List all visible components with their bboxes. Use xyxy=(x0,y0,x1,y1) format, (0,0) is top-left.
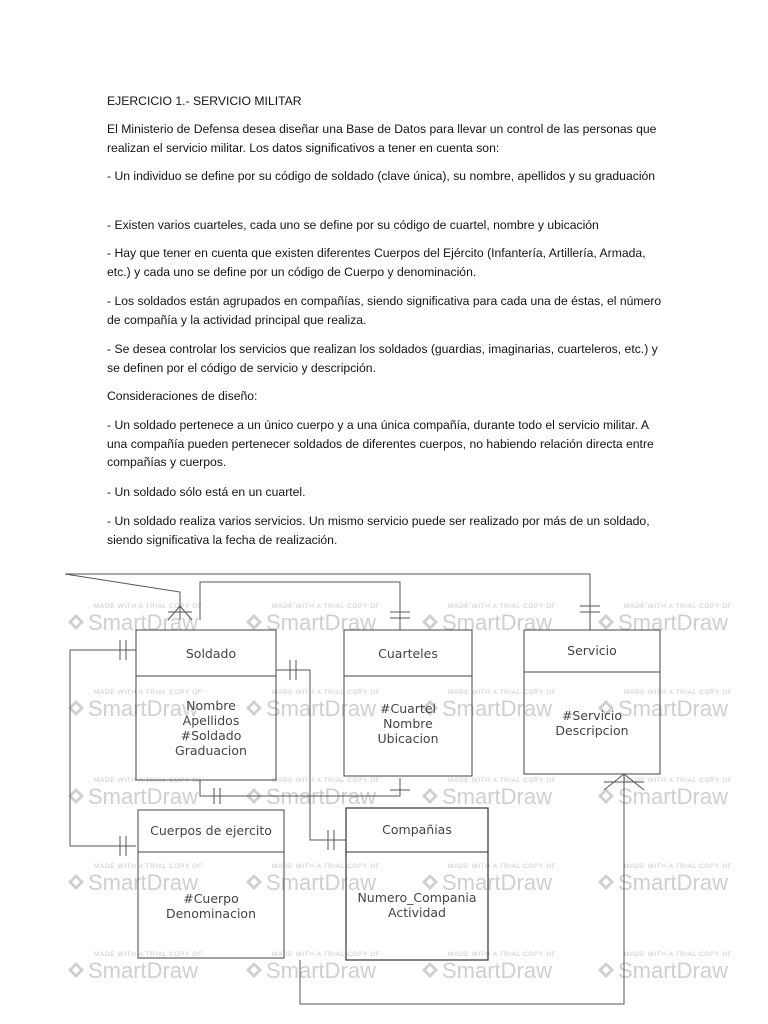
svg-text:MADE WITH A TRIAL COPY OF: MADE WITH A TRIAL COPY OF xyxy=(272,863,381,870)
svg-text:SmartDraw: SmartDraw xyxy=(618,610,729,635)
attribute: Ubicacion xyxy=(377,731,439,746)
svg-text:MADE WITH A TRIAL COPY OF: MADE WITH A TRIAL COPY OF xyxy=(448,603,557,610)
paragraph-cuerpos: - Hay que tener en cuenta que existen diferentes Cuerpos del Ejército (Infantería, Artillería, Armada, etc.) y cada uno se define por un código de Cuerpo y denominación. xyxy=(107,246,646,279)
svg-text:MADE WITH A TRIAL COPY OF: MADE WITH A TRIAL COPY OF xyxy=(272,777,381,784)
considerations-heading: Consideraciones de diseño: xyxy=(107,389,258,403)
svg-text:SmartDraw: SmartDraw xyxy=(618,784,729,809)
svg-text:SmartDraw: SmartDraw xyxy=(266,870,377,895)
svg-text:MADE WITH A TRIAL COPY OF: MADE WITH A TRIAL COPY OF xyxy=(272,951,381,958)
svg-text:SmartDraw: SmartDraw xyxy=(88,696,199,721)
attribute: Denominacion xyxy=(165,906,257,921)
attribute: Graduacion xyxy=(175,743,247,758)
attribute: Numero_Compania xyxy=(357,890,477,905)
svg-text:SmartDraw: SmartDraw xyxy=(442,696,553,721)
attribute: Descripcion xyxy=(555,723,629,738)
svg-text:SmartDraw: SmartDraw xyxy=(442,870,553,895)
entity-title: Cuerpos de ejercito xyxy=(150,823,272,838)
svg-text:SmartDraw: SmartDraw xyxy=(618,958,729,983)
svg-text:SmartDraw: SmartDraw xyxy=(88,610,199,635)
paragraph-consideration-1: - Un soldado pertenece a un único cuerpo y a una única compañía, durante todo el servicio militar. A una compañía pueden pertenecer soldados de diferentes cuerpos, no habiendo relación directa entre compañías y cuerpos. xyxy=(107,418,654,469)
svg-text:MADE WITH A TRIAL COPY OF: MADE WITH A TRIAL COPY OF xyxy=(448,689,557,696)
svg-text:SmartDraw: SmartDraw xyxy=(442,610,553,635)
svg-text:MADE WITH A TRIAL COPY OF: MADE WITH A TRIAL COPY OF xyxy=(94,951,203,958)
attribute: Nombre xyxy=(383,716,433,731)
svg-text:SmartDraw: SmartDraw xyxy=(618,870,729,895)
attribute: Apellidos xyxy=(182,713,240,728)
entity-title: Servicio xyxy=(567,643,617,658)
watermark-tile xyxy=(68,951,202,983)
svg-text:MADE WITH A TRIAL COPY OF: MADE WITH A TRIAL COPY OF xyxy=(448,951,557,958)
paragraph-intro: El Ministerio de Defensa desea diseñar una Base de Datos para llevar un control de las personas que realizan el servicio militar. Los datos significativos a tener en cuenta son: xyxy=(107,122,657,155)
svg-text:MADE WITH A TRIAL COPY OF: MADE WITH A TRIAL COPY OF xyxy=(624,689,733,696)
watermark-tile xyxy=(598,951,732,983)
paragraph-soldado: - Un individuo se define por su código de soldado (clave única), su nombre, apellidos y su graduación xyxy=(107,169,656,183)
svg-text:MADE WITH A TRIAL COPY OF: MADE WITH A TRIAL COPY OF xyxy=(624,951,733,958)
watermark-tile xyxy=(422,689,556,721)
svg-text:MADE WITH A TRIAL COPY OF: MADE WITH A TRIAL COPY OF xyxy=(94,863,203,870)
attribute: #Cuerpo xyxy=(183,891,239,906)
svg-text:SmartDraw: SmartDraw xyxy=(442,784,553,809)
attribute: #Cuartel xyxy=(380,701,436,716)
svg-text:SmartDraw: SmartDraw xyxy=(266,610,377,635)
attribute: #Soldado xyxy=(180,728,242,743)
svg-text:SmartDraw: SmartDraw xyxy=(88,870,199,895)
svg-text:MADE WITH A TRIAL COPY OF: MADE WITH A TRIAL COPY OF xyxy=(624,603,733,610)
paragraph-companias: - Los soldados están agrupados en compañías, siendo significativa para cada una de éstas, el número de compañía y la actividad principal que realiza. xyxy=(107,294,662,327)
watermark-tile xyxy=(246,951,380,983)
watermark-tile xyxy=(422,951,556,983)
svg-text:MADE WITH A TRIAL COPY OF: MADE WITH A TRIAL COPY OF xyxy=(272,689,381,696)
svg-text:MADE WITH A TRIAL COPY OF: MADE WITH A TRIAL COPY OF xyxy=(448,863,557,870)
watermark-tile xyxy=(598,863,732,895)
watermark-tile xyxy=(68,777,202,809)
svg-text:SmartDraw: SmartDraw xyxy=(442,958,553,983)
watermark-tile xyxy=(246,689,380,721)
entity-title: Soldado xyxy=(185,646,237,661)
watermark-tile xyxy=(246,777,380,809)
paragraph-cuarteles: - Existen varios cuarteles, cada uno se define por su código de cuartel, nombre y ubicación xyxy=(107,218,599,232)
er-diagram xyxy=(0,560,768,1024)
entity-title: Cuarteles xyxy=(378,646,438,661)
svg-text:MADE WITH A TRIAL COPY OF: MADE WITH A TRIAL COPY OF xyxy=(272,603,381,610)
svg-text:SmartDraw: SmartDraw xyxy=(88,784,199,809)
svg-text:SmartDraw: SmartDraw xyxy=(266,958,377,983)
svg-text:MADE WITH A TRIAL COPY OF: MADE WITH A TRIAL COPY OF xyxy=(94,603,203,610)
paragraph-consideration-3: - Un soldado realiza varios servicios. Un mismo servicio puede ser realizado por más de un soldado, siendo significativa la fecha de realización. xyxy=(107,514,650,547)
svg-text:MADE WITH A TRIAL COPY OF: MADE WITH A TRIAL COPY OF xyxy=(94,777,203,784)
svg-text:SmartDraw: SmartDraw xyxy=(266,696,377,721)
attribute: Nombre xyxy=(186,698,236,713)
attribute: Actividad xyxy=(388,905,446,920)
svg-text:MADE WITH A TRIAL COPY OF: MADE WITH A TRIAL COPY OF xyxy=(624,863,733,870)
entity-title: Compañias xyxy=(382,822,452,837)
svg-text:SmartDraw: SmartDraw xyxy=(618,696,729,721)
document-title: EJERCICIO 1.- SERVICIO MILITAR xyxy=(107,94,302,108)
watermark-tile xyxy=(422,777,556,809)
svg-text:SmartDraw: SmartDraw xyxy=(266,784,377,809)
svg-text:SmartDraw: SmartDraw xyxy=(88,958,199,983)
paragraph-servicios: - Se desea controlar los servicios que realizan los soldados (guardias, imaginarias, cuarteleros, etc.) y se definen por el código de servicio y descripción. xyxy=(107,342,658,375)
svg-text:MADE WITH A TRIAL COPY OF: MADE WITH A TRIAL COPY OF xyxy=(94,689,203,696)
svg-text:MADE WITH A TRIAL COPY OF: MADE WITH A TRIAL COPY OF xyxy=(624,777,733,784)
svg-text:MADE WITH A TRIAL COPY OF: MADE WITH A TRIAL COPY OF xyxy=(448,777,557,784)
paragraph-consideration-2: - Un soldado sólo está en un cuartel. xyxy=(107,485,306,499)
attribute: #Servicio xyxy=(561,708,623,723)
